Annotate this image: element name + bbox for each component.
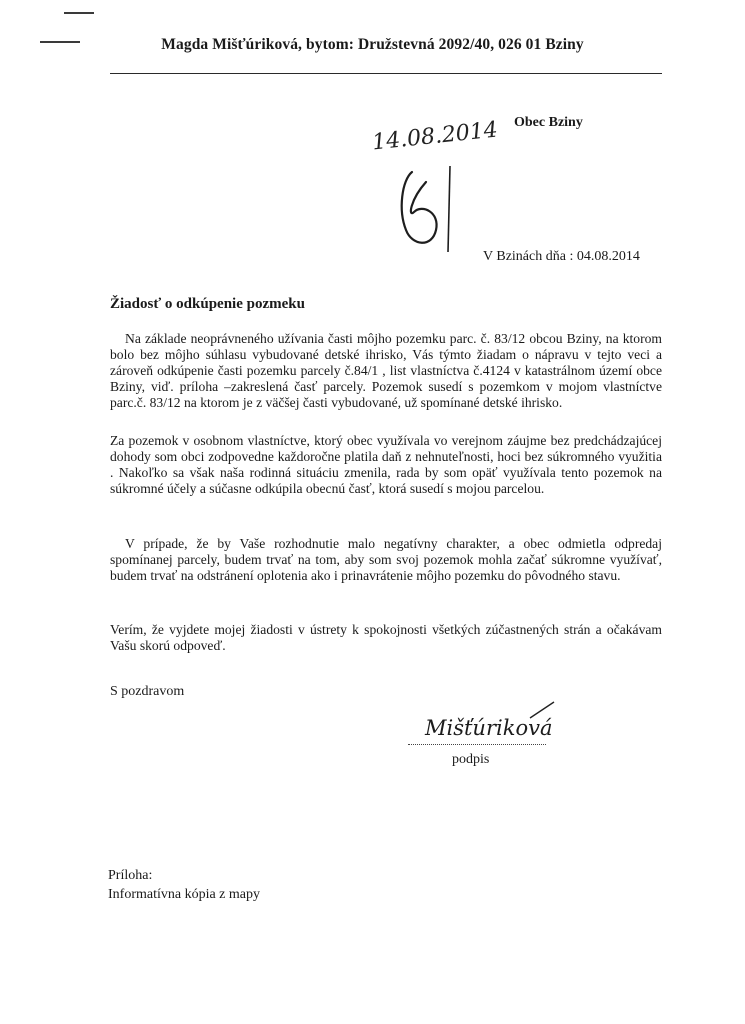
attachment-item: Informatívna kópia z mapy	[108, 887, 261, 902]
recipient: Obec Bziny	[514, 115, 583, 130]
signature-line	[408, 744, 546, 745]
body-paragraph: Za pozemok v osobnom vlastníctve, ktorý obec využívala vo verejnom záujme bez predchádzajúcej dohody som obci zodpovedne každoročne platila daň z nehnuteľnosti, hoci bez súkromného využitia . Nakoľko sa však naša rodinná situáciu zmenila, rada by som opäť využívala tento pozemok na súkromné účely a súčasne odkúpila obecnú časť, ktorá susedí s mojou parcelou.	[110, 433, 662, 496]
handwritten-received-date: 14.08.2014	[371, 117, 499, 156]
sender-header: Magda Mišťúriková, bytom: Družstevná 2092/40, 026 01 Bziny	[161, 36, 584, 53]
scan-mark-top	[64, 12, 94, 14]
attachment-label: Príloha:	[108, 868, 153, 883]
place-and-date: V Bzinách dňa : 04.08.2014	[483, 249, 640, 264]
letter-subject: Žiadosť o odkúpenie pozmeku	[110, 296, 305, 312]
body-paragraph: Na základe neoprávneného užívania časti môjho pozemku parc. č. 83/12 obcou Bziny, na ktorom bolo bez môjho súhlasu vybudované detské ihrisko, Vás týmto žiadam o nápravu v tejto veci a zároveň odkúpenie časti pozemku parcely č.84/1 , list vlastníctva č.4124 v katastrálnom území obce Bziny, viď. príloha –zakreslená časť parcely. Pozemok susedí s pozemkom v mojom vlastníctve parc.č. 83/12 na ktorom je z väčšej časti vybudované, už spomínané detské ihrisko.	[110, 331, 662, 410]
body-paragraph: V prípade, že by Vaše rozhodnutie malo negatívny charakter, a obec odmietla odpredaj spomínanej parcely, budem trvať na tom, aby som svoj pozemok mohla začať súkromne využívať, budem trvať na odstránení oplotenia ako i prinavrátenie môjho pozemku do pôvodného stavu.	[110, 536, 662, 583]
header-divider	[110, 73, 662, 74]
received-stamp-mark	[392, 160, 462, 255]
signature-flourish	[528, 700, 558, 720]
handwritten-signature: Mišťúriková	[425, 716, 553, 740]
closing-greeting: S pozdravom	[110, 684, 185, 699]
signature-label: podpis	[452, 752, 490, 767]
body-paragraph: Verím, že vyjdete mojej žiadosti v ústrety k spokojnosti všetkých zúčastnených strán a očakávam Vašu skorú odpoveď.	[110, 622, 662, 653]
